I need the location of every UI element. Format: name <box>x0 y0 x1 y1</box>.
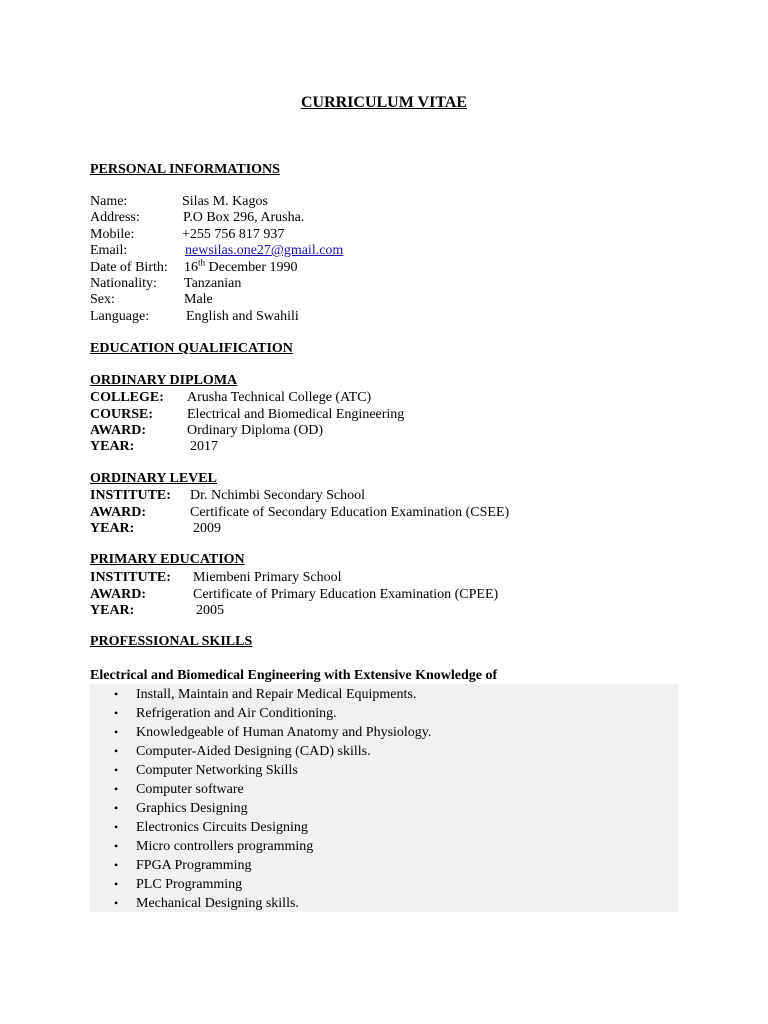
skill-text: Install, Maintain and Repair Medical Equipments. <box>136 687 417 702</box>
skill-text: Mechanical Designing skills. <box>136 896 299 911</box>
olevel-award-label: AWARD: <box>90 505 146 520</box>
language-label: Language: <box>90 309 150 324</box>
bullet: • <box>114 782 119 796</box>
skill-text: Knowledgeable of Human Anatomy and Physiology. <box>136 725 432 740</box>
diploma-award-value: Ordinary Diploma (OD) <box>187 423 324 438</box>
skills-list <box>90 684 678 912</box>
dob-label: Date of Birth: <box>90 260 168 275</box>
mobile-label: Mobile: <box>90 227 135 242</box>
bullet: • <box>114 801 119 815</box>
bullet: • <box>114 725 119 739</box>
skills-heading: PROFESSIONAL SKILLS <box>90 634 253 649</box>
personal-heading: PERSONAL INFORMATIONS <box>90 162 280 177</box>
skills-intro: Electrical and Biomedical Engineering with Extensive Knowledge of <box>90 668 498 683</box>
skill-text: Graphics Designing <box>136 801 248 816</box>
address-value: P.O Box 296, Arusha. <box>183 210 305 225</box>
diploma-year-value: 2017 <box>190 439 218 454</box>
college-value: Arusha Technical College (ATC) <box>187 390 372 405</box>
language-value: English and Swahili <box>186 309 299 324</box>
address-label: Address: <box>90 210 140 225</box>
sex-value: Male <box>184 292 213 307</box>
olevel-year-value: 2009 <box>193 521 221 536</box>
nationality-label: Nationality: <box>90 276 157 291</box>
name-value: Silas M. Kagos <box>182 194 268 209</box>
skill-text: Micro controllers programming <box>136 839 314 854</box>
skill-text: FPGA Programming <box>136 858 252 873</box>
bullet: • <box>114 896 119 910</box>
bullet: • <box>114 877 119 891</box>
primary-year-label: YEAR: <box>90 603 135 618</box>
olevel-year-label: YEAR: <box>90 521 135 536</box>
olevel-heading: ORDINARY LEVEL <box>90 471 217 486</box>
document-title: CURRICULUM VITAE <box>300 94 468 111</box>
bullet: • <box>114 687 119 701</box>
skill-text: Electronics Circuits Designing <box>136 820 308 835</box>
education-heading: EDUCATION QUALIFICATION <box>90 341 293 356</box>
name-label: Name: <box>90 194 128 209</box>
primary-heading: PRIMARY EDUCATION <box>90 552 245 567</box>
dob-day: 16 <box>184 260 198 275</box>
skill-text: Computer-Aided Designing (CAD) skills. <box>136 744 371 759</box>
email-label: Email: <box>90 243 128 258</box>
olevel-institute-label: INSTITUTE: <box>90 488 171 503</box>
college-label: COLLEGE: <box>90 390 164 405</box>
primary-year-value: 2005 <box>196 603 224 618</box>
mobile-value: +255 756 817 937 <box>182 227 285 242</box>
course-value: Electrical and Biomedical Engineering <box>187 407 405 422</box>
primary-institute-value: Miembeni Primary School <box>193 570 342 585</box>
dob-suffix: th <box>198 257 206 268</box>
email-link[interactable]: newsilas.one27@gmail.com <box>185 243 344 258</box>
skill-text: PLC Programming <box>136 877 243 892</box>
primary-institute-label: INSTITUTE: <box>90 570 171 585</box>
olevel-institute-value: Dr. Nchimbi Secondary School <box>190 488 365 503</box>
nationality-value: Tanzanian <box>184 276 242 291</box>
diploma-heading: ORDINARY DIPLOMA <box>90 373 238 388</box>
diploma-award-label: AWARD: <box>90 423 146 438</box>
bullet: • <box>114 706 119 720</box>
bullet: • <box>114 763 119 777</box>
bullet: • <box>114 820 119 834</box>
diploma-year-label: YEAR: <box>90 439 135 454</box>
bullet: • <box>114 839 119 853</box>
skill-text: Refrigeration and Air Conditioning. <box>136 706 337 721</box>
skill-text: Computer software <box>136 782 244 797</box>
sex-label: Sex: <box>90 292 115 307</box>
course-label: COURSE: <box>90 407 154 422</box>
primary-award-value: Certificate of Primary Education Examination (CPEE) <box>193 587 499 602</box>
bullet: • <box>114 744 119 758</box>
bullet: • <box>114 858 119 872</box>
primary-award-label: AWARD: <box>90 587 146 602</box>
olevel-award-value: Certificate of Secondary Education Examination (CSEE) <box>190 505 510 520</box>
dob-rest: December 1990 <box>205 260 298 275</box>
dob-value <box>184 259 298 276</box>
skill-text: Computer Networking Skills <box>136 763 298 778</box>
